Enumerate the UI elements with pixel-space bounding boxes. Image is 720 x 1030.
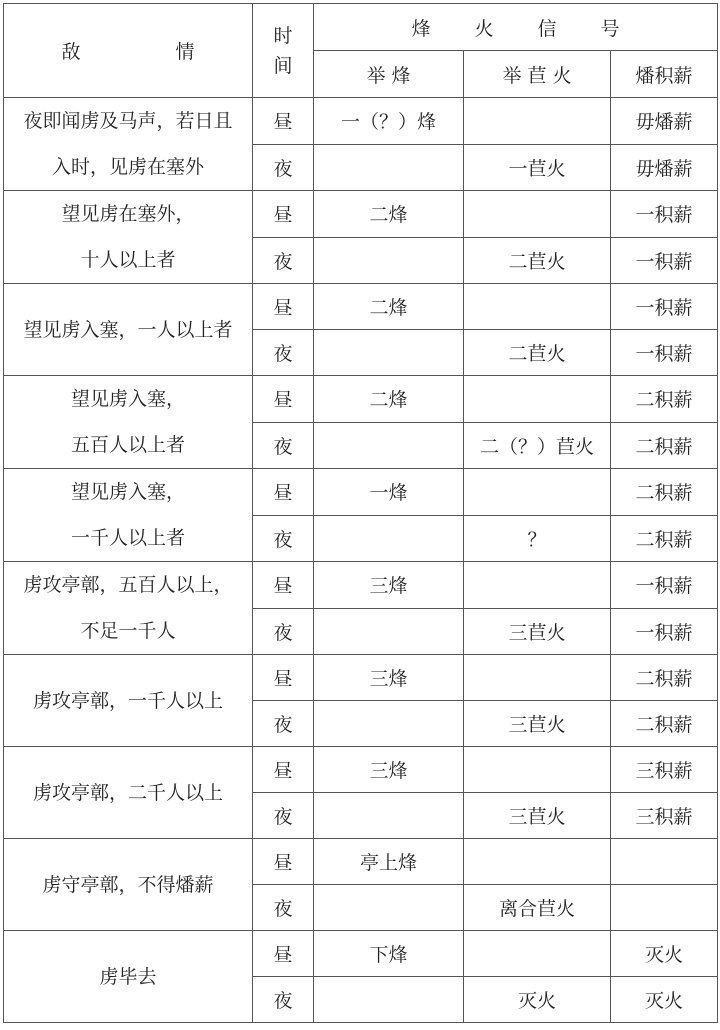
enemy-situation-line: 虏攻亭鄣，二千人以上	[32, 781, 223, 804]
table-row	[4, 839, 718, 885]
gou-cell: ？	[464, 515, 611, 562]
xin-cell: 一积薪	[611, 191, 718, 238]
time-cell: 昼	[253, 191, 314, 238]
enemy-situation-line: 虏守亭鄣，不得燔薪	[42, 873, 214, 896]
header-col-gou: 举 苣 火	[464, 51, 611, 98]
time-cell: 昼	[253, 747, 314, 793]
feng-cell	[314, 515, 464, 562]
time-cell: 夜	[253, 885, 314, 931]
feng-cell	[314, 793, 464, 839]
gou-cell	[464, 562, 611, 609]
feng-cell: 三烽	[314, 655, 464, 701]
enemy-situation-line: 不足一千人	[80, 620, 176, 642]
table-row	[4, 931, 718, 977]
time-cell: 夜	[253, 701, 314, 747]
feng-cell: 二烽	[314, 284, 464, 330]
xin-cell	[611, 885, 718, 931]
gou-cell: 三苣火	[464, 608, 611, 655]
enemy-situation-cell	[4, 931, 253, 1023]
xin-cell: 一积薪	[611, 237, 718, 284]
header-enemy-left: 敌	[61, 41, 81, 63]
xin-cell: 灭火	[611, 977, 718, 1023]
gou-cell	[464, 284, 611, 330]
gou-cell: 灭火	[464, 977, 611, 1023]
gou-cell: 一苣火	[464, 144, 611, 191]
time-cell: 昼	[253, 284, 314, 330]
xin-cell: 毋燔薪	[611, 144, 718, 191]
time-cell: 昼	[253, 931, 314, 977]
time-cell: 昼	[253, 98, 314, 145]
gou-cell	[464, 191, 611, 238]
table-row	[4, 562, 718, 609]
feng-cell	[314, 885, 464, 931]
enemy-situation-cell	[4, 98, 253, 191]
xin-cell: 三积薪	[611, 793, 718, 839]
feng-cell	[314, 977, 464, 1023]
gou-cell: 二苣火	[464, 330, 611, 376]
enemy-situation-line: 十人以上者	[80, 249, 176, 271]
header-col-xin: 燔积薪	[611, 51, 718, 98]
xin-cell: 二积薪	[611, 469, 718, 516]
enemy-situation-line: 望见虏入塞，	[70, 481, 185, 503]
enemy-situation-cell	[4, 655, 253, 747]
gou-cell: 三苣火	[464, 701, 611, 747]
header-time-line2: 间	[273, 54, 293, 77]
time-cell: 昼	[253, 655, 314, 701]
feng-cell: 一（？）烽	[314, 98, 464, 145]
enemy-situation-line: 望见虏入塞，一人以上者	[23, 318, 233, 341]
enemy-situation-cell	[4, 469, 253, 562]
time-cell: 昼	[253, 376, 314, 423]
enemy-situation-line: 一千人以上者	[70, 527, 185, 549]
xin-cell: 二积薪	[611, 376, 718, 423]
xin-cell: 一积薪	[611, 608, 718, 655]
time-cell: 夜	[253, 977, 314, 1023]
time-cell: 昼	[253, 839, 314, 885]
xin-cell: 灭火	[611, 931, 718, 977]
time-cell: 夜	[253, 422, 314, 469]
xin-cell: 毋燔薪	[611, 98, 718, 145]
gou-cell: 二苣火	[464, 237, 611, 284]
gou-cell	[464, 469, 611, 516]
enemy-situation-line: 虏攻亭鄣，一千人以上	[32, 689, 223, 712]
header-enemy-right: 情	[175, 41, 195, 63]
feng-cell: 亭上烽	[314, 839, 464, 885]
table-row	[4, 284, 718, 330]
header-enemy-situation	[4, 4, 253, 98]
table-row	[4, 655, 718, 701]
xin-cell: 二积薪	[611, 701, 718, 747]
gou-cell	[464, 747, 611, 793]
enemy-situation-cell	[4, 376, 253, 469]
feng-cell: 二烽	[314, 376, 464, 423]
enemy-situation-line: 夜即闻虏及马声，若日且	[23, 110, 233, 132]
xin-cell	[611, 839, 718, 885]
xin-cell: 三积薪	[611, 747, 718, 793]
xin-cell: 一积薪	[611, 284, 718, 330]
header-time-line1: 时	[273, 24, 293, 47]
gou-cell	[464, 839, 611, 885]
gou-cell: 离合苣火	[464, 885, 611, 931]
enemy-situation-cell	[4, 747, 253, 839]
feng-cell	[314, 237, 464, 284]
feng-cell	[314, 144, 464, 191]
enemy-situation-line: 望见虏入塞，	[70, 388, 185, 410]
enemy-situation-cell	[4, 284, 253, 376]
xin-cell: 一积薪	[611, 330, 718, 376]
gou-cell: 三苣火	[464, 793, 611, 839]
table-row	[4, 376, 718, 423]
table-row	[4, 469, 718, 516]
xin-cell: 一积薪	[611, 562, 718, 609]
header-signals-title: 烽火信号	[314, 4, 718, 51]
time-cell: 昼	[253, 469, 314, 516]
gou-cell	[464, 376, 611, 423]
feng-cell: 二烽	[314, 191, 464, 238]
enemy-situation-cell	[4, 839, 253, 931]
beacon-signal-table	[3, 3, 718, 1023]
enemy-situation-line: 虏毕去	[99, 965, 157, 988]
gou-cell: 二（？）苣火	[464, 422, 611, 469]
time-cell: 夜	[253, 237, 314, 284]
time-cell: 夜	[253, 330, 314, 376]
enemy-situation-cell	[4, 191, 253, 284]
enemy-situation-cell	[4, 562, 253, 655]
feng-cell: 三烽	[314, 747, 464, 793]
feng-cell	[314, 608, 464, 655]
gou-cell	[464, 98, 611, 145]
feng-cell	[314, 422, 464, 469]
header-col-feng: 举 烽	[314, 51, 464, 98]
time-cell: 夜	[253, 515, 314, 562]
header-time	[253, 4, 314, 98]
xin-cell: 二积薪	[611, 422, 718, 469]
table-row	[4, 747, 718, 793]
feng-cell	[314, 330, 464, 376]
enemy-situation-line: 虏攻亭鄣，五百人以上，	[23, 574, 233, 596]
table-body	[4, 98, 718, 1023]
xin-cell: 二积薪	[611, 515, 718, 562]
feng-cell: 下烽	[314, 931, 464, 977]
time-cell: 夜	[253, 144, 314, 191]
enemy-situation-line: 入时，见虏在塞外	[51, 156, 204, 178]
feng-cell: 三烽	[314, 562, 464, 609]
feng-cell	[314, 701, 464, 747]
xin-cell: 二积薪	[611, 655, 718, 701]
time-cell: 夜	[253, 608, 314, 655]
enemy-situation-line: 望见虏在塞外，	[61, 203, 195, 225]
enemy-situation-line: 五百人以上者	[70, 434, 185, 456]
gou-cell	[464, 931, 611, 977]
time-cell: 昼	[253, 562, 314, 609]
table-row	[4, 98, 718, 145]
feng-cell: 一烽	[314, 469, 464, 516]
table-row	[4, 191, 718, 238]
time-cell: 夜	[253, 793, 314, 839]
gou-cell	[464, 655, 611, 701]
